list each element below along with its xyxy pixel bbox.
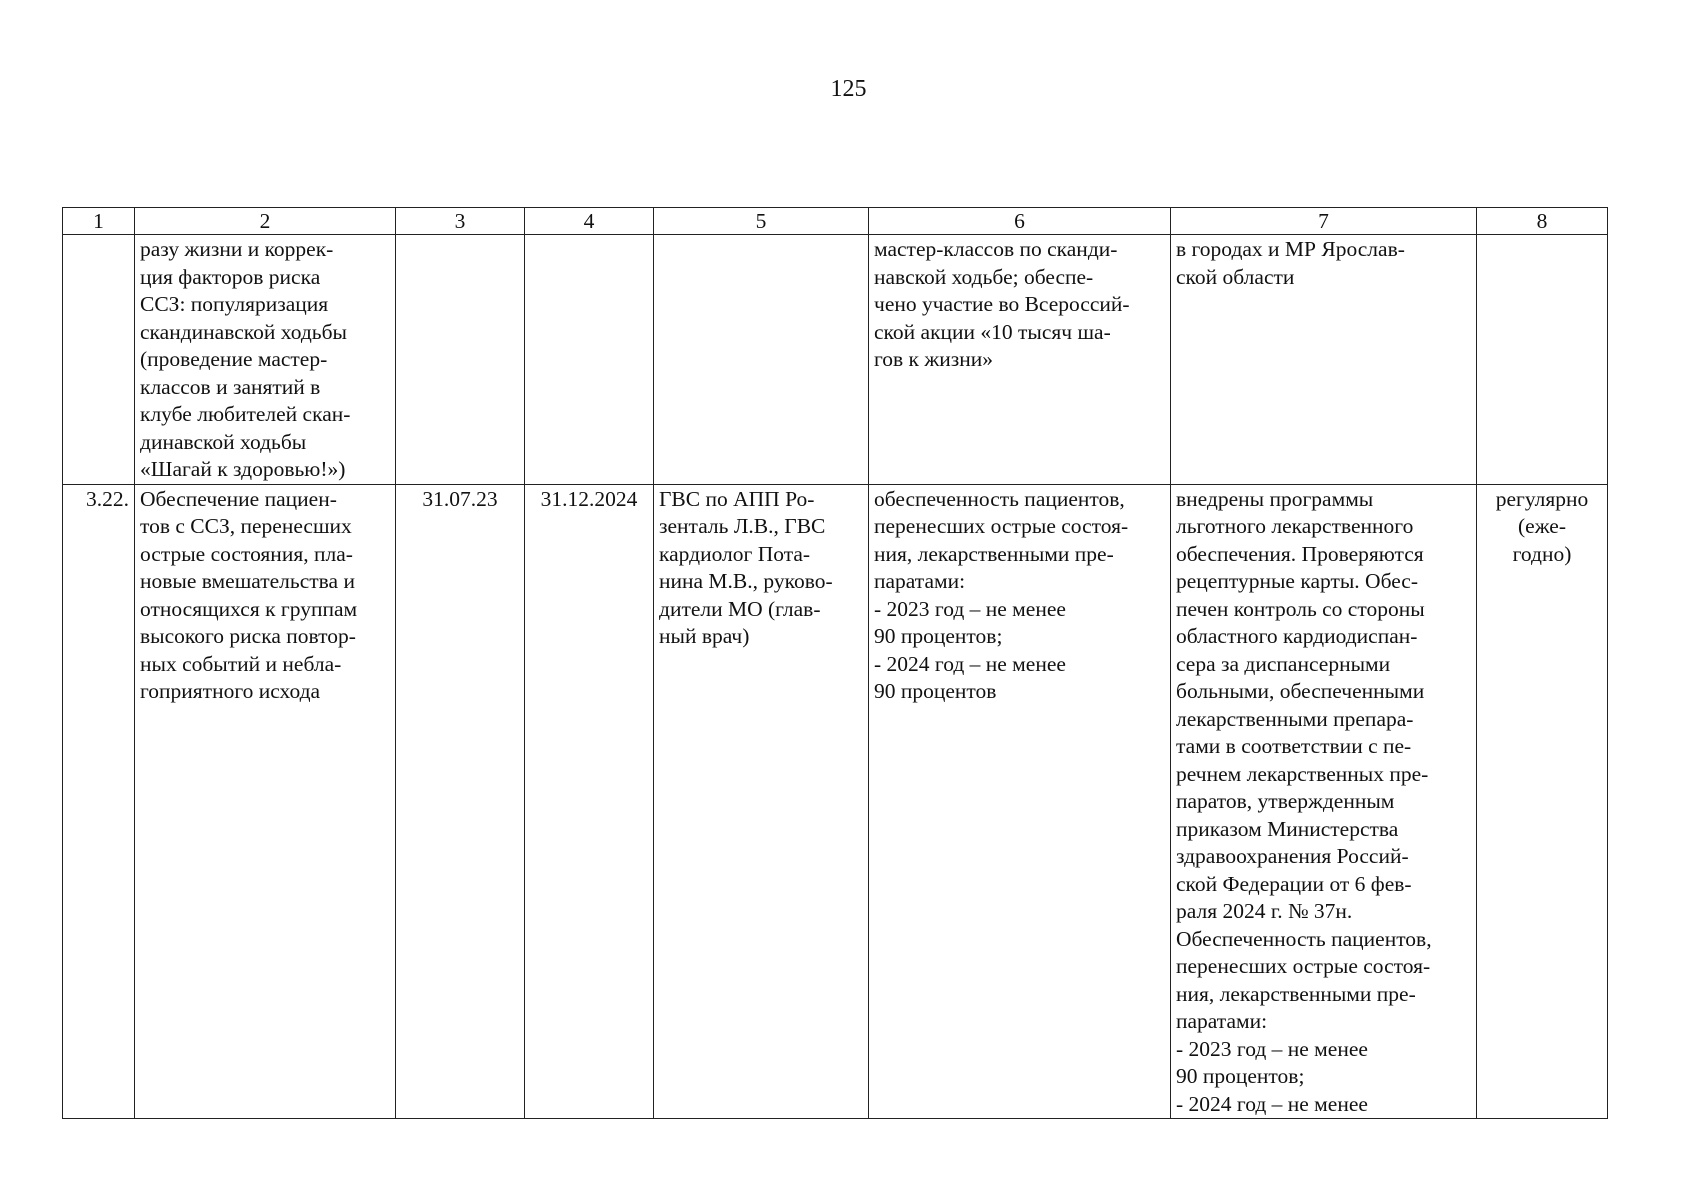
cell-text-line: классов и занятий в [140,374,321,399]
cell-end-date: 31.12.2024 [525,484,654,1119]
header-col-1: 1 [63,208,135,235]
cell-text-line: годно) [1512,541,1572,566]
cell-text-line: чено участие во Всероссий- [874,292,1130,316]
header-col-8: 8 [1477,208,1608,235]
header-col-5: 5 [654,208,869,235]
cell-text-line: 90 процентов; [1176,1064,1305,1088]
cell-text-line: - 2024 год – не менее [1176,1091,1368,1116]
plan-table [62,207,1608,1119]
cell-text-line: здравоохранения Россий- [1176,844,1409,868]
cell-responsible [654,484,869,1119]
cell-text-line: 90 процентов; [874,624,1003,648]
cell-text-line: динавской ходьбы [140,429,307,454]
table-row-continuation [63,235,1608,485]
cell-text-line: гоприятного исхода [140,679,321,703]
cell-text-line: зенталь Л.В., ГВС [659,514,826,538]
cell-text-line: тами в соответствии с пе- [1176,734,1412,758]
cell-text-line: сера за диспансерными [1176,651,1391,676]
cell-text-line: печен контроль со стороны [1176,596,1425,621]
header-row [63,208,1608,235]
cell-number: 3.22. [63,484,135,1119]
header-col-2: 2 [135,208,396,235]
cell-indicator [869,484,1171,1119]
cell-end-date [525,235,654,485]
cell-text-line: дители МО (глав- [659,596,821,621]
header-col-7: 7 [1171,208,1477,235]
cell-text-line: паратов, утвержденным [1176,789,1395,813]
cell-text-line: острые состояния, пла- [140,541,353,566]
cell-start-date: 31.07.23 [396,484,525,1119]
cell-text-line: высокого риска повтор- [140,624,356,648]
cell-text-line: внедрены программы [1176,486,1374,511]
cell-text-line: новые вмешательства и [140,569,355,593]
cell-text-line: раля 2024 г. № 37н. [1176,899,1353,923]
cell-text-line: областного кардиодиспан- [1176,624,1418,648]
cell-frequency [1477,484,1608,1119]
cell-text-line: клубе любителей скан- [140,402,351,426]
cell-text-line: обеспеченность пациентов, [874,486,1125,511]
cell-text-line: (проведение мастер- [140,347,328,371]
cell-text-line: перенесших острые состоя- [874,514,1129,538]
cell-text-line: относящихся к группам [140,596,358,621]
cell-text-line: лекарственными препара- [1176,706,1414,731]
cell-text-line: ния, лекарственными пре- [1176,981,1416,1006]
cell-text-line: речнем лекарственных пре- [1176,761,1429,786]
cell-text-line: - 2023 год – не менее [874,596,1066,621]
cell-text-line: приказом Министерства [1176,816,1399,841]
cell-text-line: скандинавской ходьбы [140,319,347,344]
cell-event [135,235,396,485]
cell-responsible [654,235,869,485]
cell-text-line: ния, лекарственными пре- [874,541,1114,566]
cell-text-line: ской акции «10 тысяч ша- [874,319,1111,344]
cell-text-line: тов с ССЗ, перенесших [140,514,352,538]
cell-start-date [396,235,525,485]
cell-text-line: Обеспеченность пациентов, [1176,926,1432,951]
cell-text-line: регулярно [1495,486,1589,511]
cell-number [63,235,135,485]
cell-text-line: обеспечения. Проверяются [1176,541,1424,566]
cell-text-line: Обеспечение пациен- [140,486,337,511]
cell-text-line: нина М.В., руково- [659,569,833,593]
cell-text-line: в городах и МР Ярослав- [1176,237,1405,261]
cell-text-line: льготного лекарственного [1176,514,1414,538]
cell-text-line: ССЗ: популяризация [140,292,329,316]
cell-text-line: 90 процентов [874,679,997,703]
cell-text-line: мастер-классов по сканди- [874,237,1118,261]
cell-text-line: ГВС по АПП Ро- [659,486,815,511]
cell-text-line: (еже- [1518,514,1566,538]
cell-text-line: ный врач) [659,624,750,648]
cell-text-line: - 2023 год – не менее [1176,1036,1368,1061]
cell-result [1171,484,1477,1119]
cell-result [1171,235,1477,485]
cell-indicator [869,235,1171,485]
cell-text-line: гов к жизни» [874,347,993,371]
cell-text-line: перенесших острые состоя- [1176,954,1431,978]
cell-text-line: - 2024 год – не менее [874,651,1066,676]
table-row-3-22 [63,484,1608,1119]
header-col-6: 6 [869,208,1171,235]
cell-text-line: паратами: [1176,1009,1268,1033]
cell-text-line: навской ходьбе; обеспе- [874,264,1094,289]
cell-text-line: ской области [1176,264,1295,289]
header-col-4: 4 [525,208,654,235]
cell-text-line: больными, обеспеченными [1176,679,1425,703]
cell-text-line: паратами: [874,569,966,593]
cell-text-line: ция факторов риска [140,264,321,289]
page-number: 125 [830,76,867,102]
cell-frequency [1477,235,1608,485]
cell-text-line: разу жизни и коррек- [140,237,334,261]
cell-text-line: ской Федерации от 6 фев- [1176,871,1412,896]
cell-text-line: ных событий и неблa- [140,651,342,676]
cell-event [135,484,396,1119]
cell-text-line: рецептурные карты. Обес- [1176,569,1419,593]
cell-text-line: кардиолог Пота- [659,541,811,566]
cell-text-line: «Шагай к здоровью!») [140,457,346,481]
header-col-3: 3 [396,208,525,235]
